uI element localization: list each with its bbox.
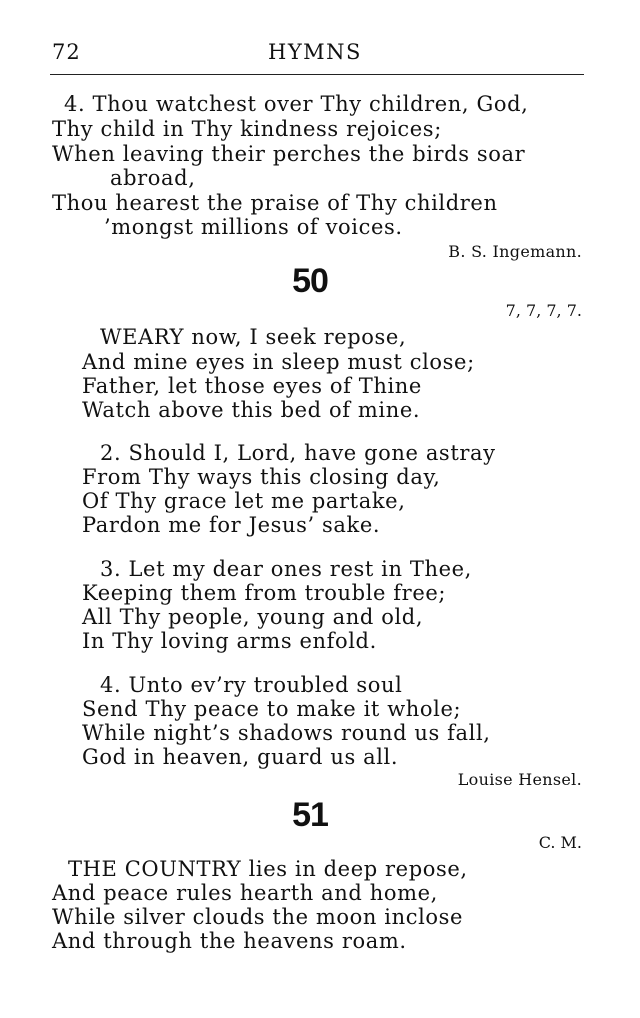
verse-line: WEARY now, I seek repose, <box>100 325 407 349</box>
header-rule <box>50 74 584 75</box>
verse-line: 3. Let my dear ones rest in Thee, <box>100 557 472 581</box>
verse-line: And mine eyes in sleep must close; <box>82 350 475 374</box>
hymn-author: B. S. Ingemann. <box>448 242 582 261</box>
verse-line: Thou hearest the praise of Thy children <box>52 191 498 215</box>
running-title: HYMNS <box>268 40 362 64</box>
verse-line: While silver clouds the moon inclose <box>52 905 464 929</box>
verse-line: While night’s shadows round us fall, <box>82 721 491 745</box>
verse-line: God in heaven, guard us all. <box>82 745 399 769</box>
verse-line: 4. Unto ev’ry troubled soul <box>100 673 403 697</box>
verse-line: Father, let those eyes of Thine <box>82 374 422 398</box>
verse-line: abroad, <box>110 166 196 190</box>
verse-line: 4. Thou watchest over Thy children, God, <box>64 92 529 116</box>
verse-line: In Thy loving arms enfold. <box>82 629 377 653</box>
verse-line: THE COUNTRY lies in deep repose, <box>68 857 468 881</box>
verse-line: When leaving their perches the birds soar <box>52 142 526 166</box>
verse-line: Thy child in Thy kindness rejoices; <box>52 117 442 141</box>
page-number: 72 <box>52 40 81 64</box>
verse-line: And through the heavens roam. <box>52 929 407 953</box>
hymn-number: 51 <box>292 796 328 834</box>
verse-line: Of Thy grace let me partake, <box>82 489 406 513</box>
hymn-author: Louise Hensel. <box>457 770 582 789</box>
verse-line: Keeping them from trouble free; <box>82 581 447 605</box>
hymn-meter: 7, 7, 7, 7. <box>505 301 582 320</box>
verse-line: All Thy people, young and old, <box>82 605 424 629</box>
hymn-meter: C. M. <box>538 833 582 852</box>
verse-line: ’mongst millions of voices. <box>104 215 403 239</box>
verse-line: And peace rules hearth and home, <box>52 881 438 905</box>
hymn-number: 50 <box>292 262 328 300</box>
verse-line: 2. Should I, Lord, have gone astray <box>100 441 496 465</box>
verse-line: From Thy ways this closing day, <box>82 465 441 489</box>
verse-line: Pardon me for Jesus’ sake. <box>82 513 381 537</box>
verse-line: Watch above this bed of mine. <box>82 398 421 422</box>
verse-line: Send Thy peace to make it whole; <box>82 697 462 721</box>
